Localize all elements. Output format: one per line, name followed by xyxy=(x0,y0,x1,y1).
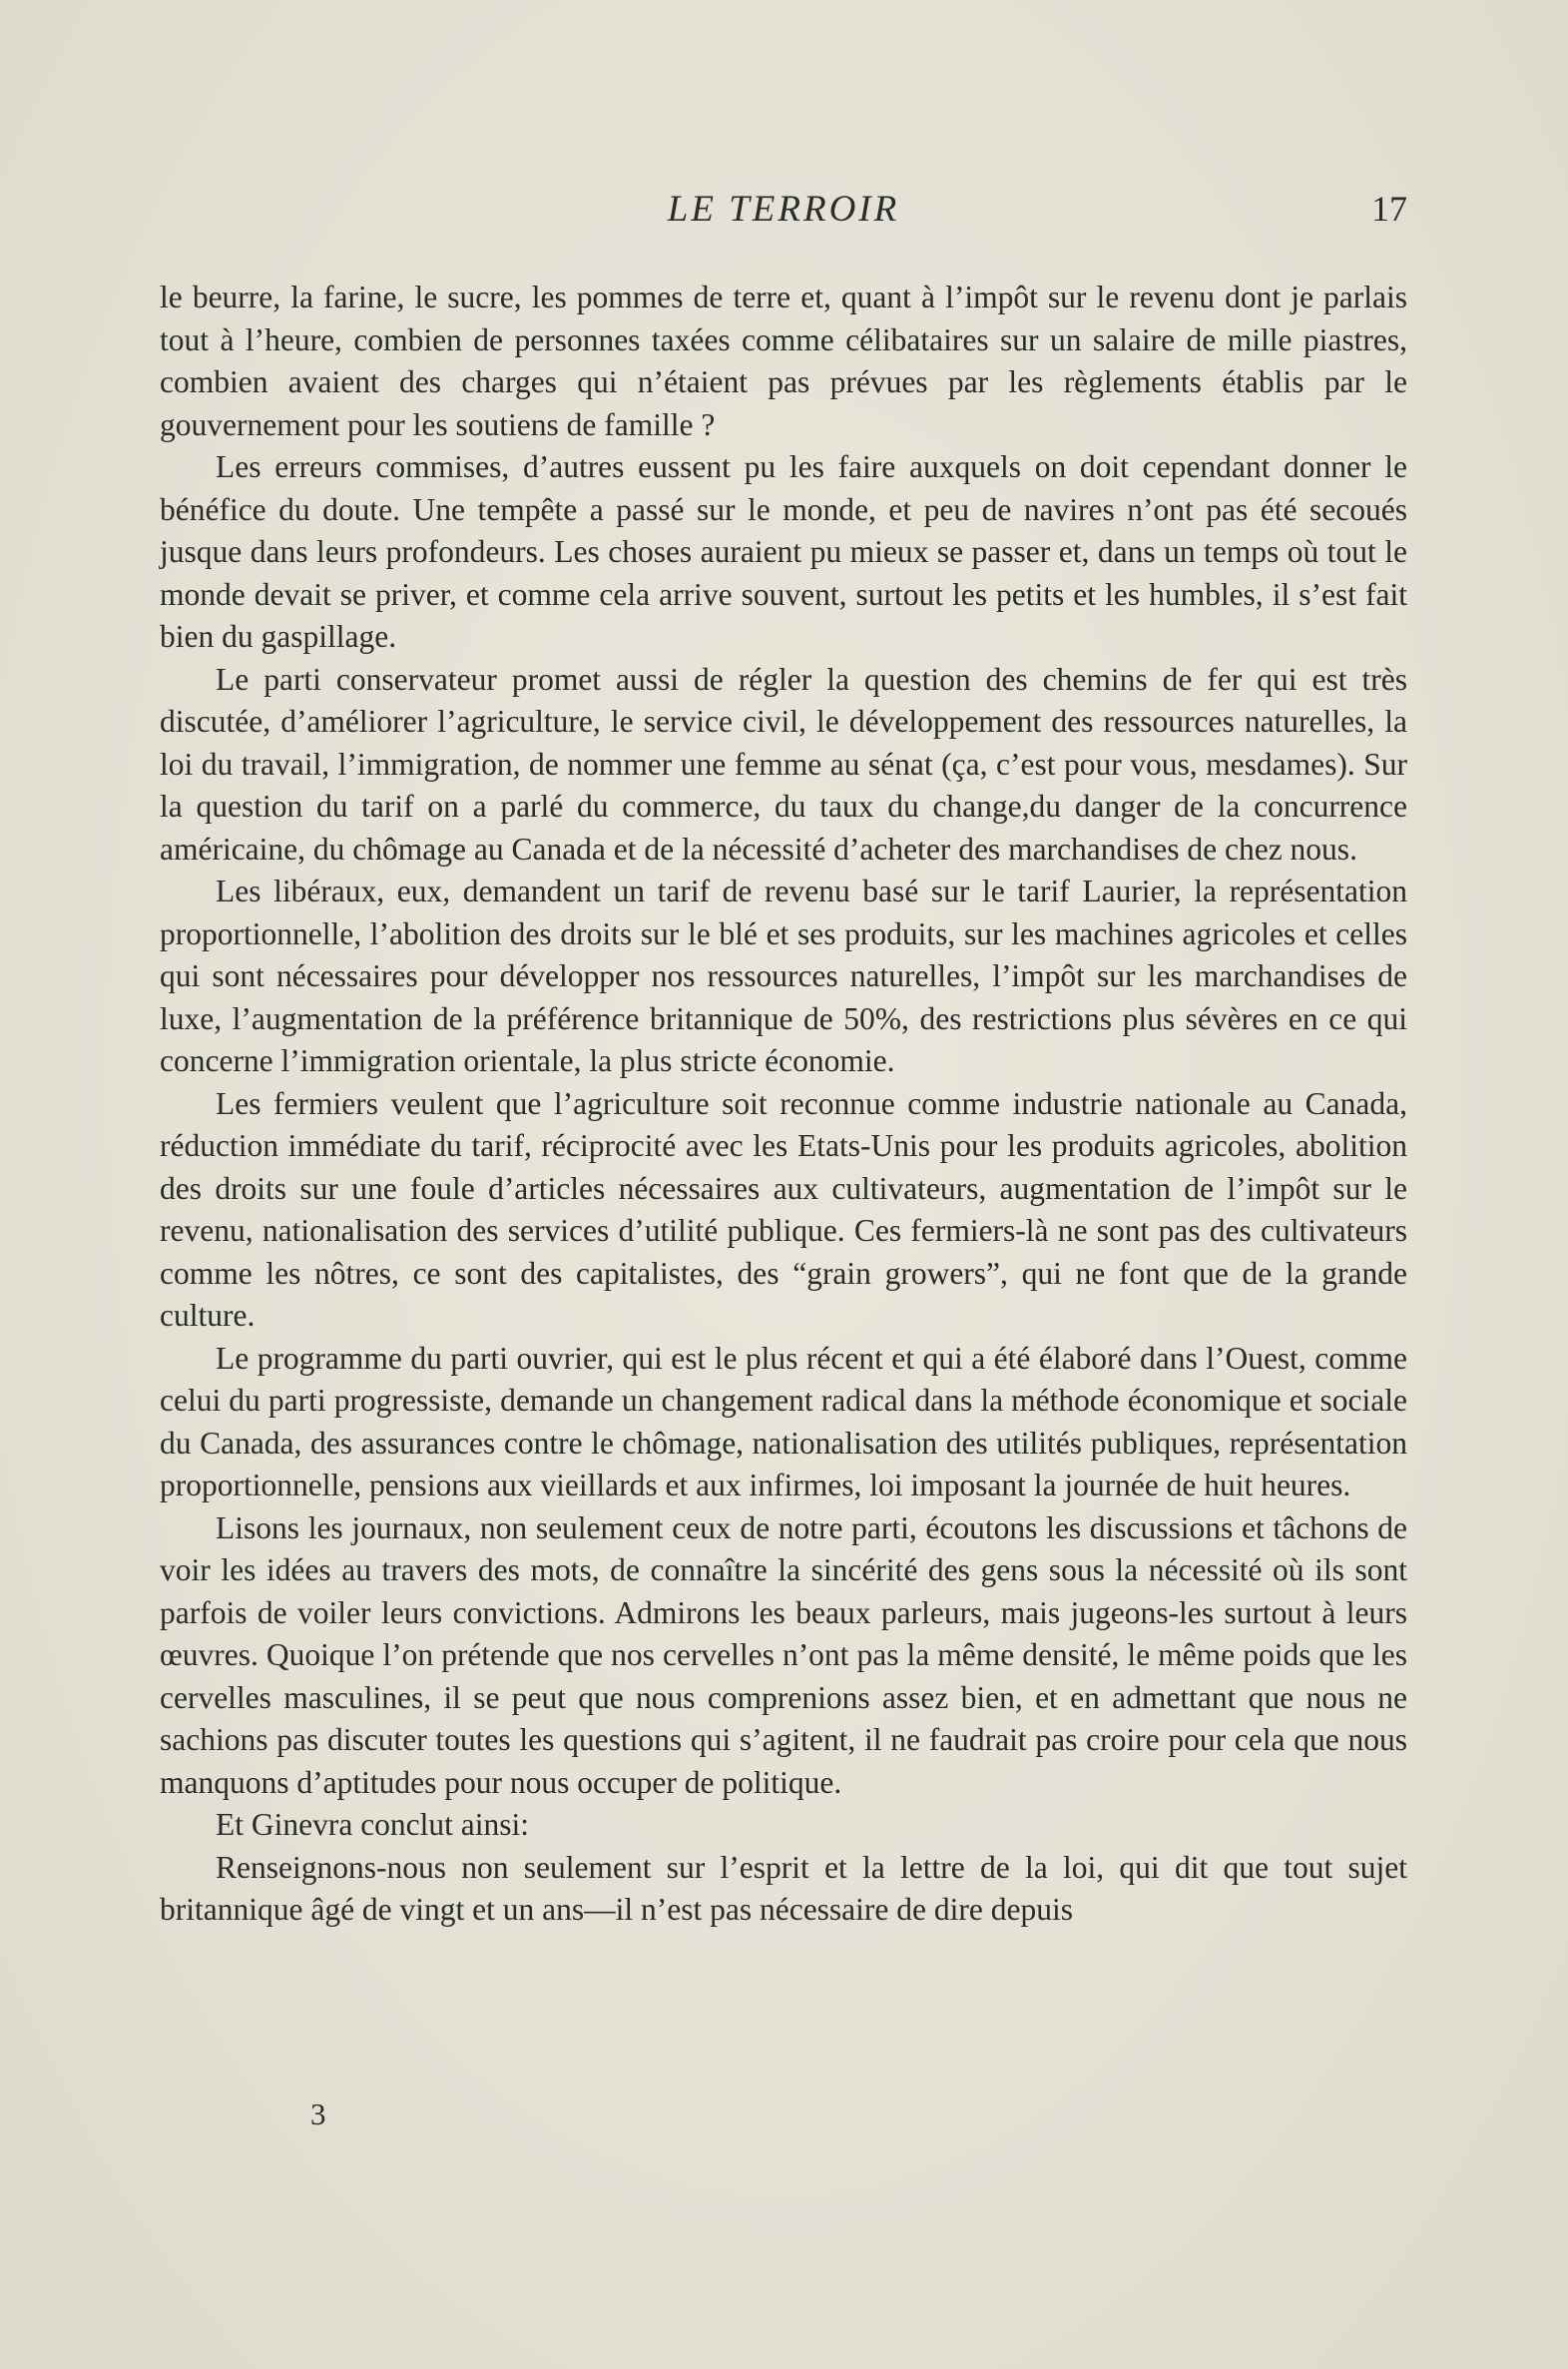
body-text xyxy=(160,277,1407,1932)
running-title: LE TERROIR xyxy=(667,189,900,230)
paragraph: Les fermiers veulent que l’agriculture soit reconnue comme industrie nationale au Canada, réduction immédiate du tarif, réciprocité avec les Etats-Unis pour les produits agricoles, abolition des droits sur une foule d’articles nécessaires aux cultivateurs, augmentation de l’impôt sur le revenu, nationalisation des services d’utilité publique. Ces fermiers-là ne sont pas des cultivateurs comme les nôtres, ce sont des capitalistes, des “grain growers”, qui ne font que de la grande culture. xyxy=(160,1085,1407,1333)
paragraph: Le programme du parti ouvrier, qui est le plus récent et qui a été élaboré dans l’Ouest, comme celui du parti progressiste, demande un changement radical dans la méthode économique et sociale du Canada, des assurances contre le chômage, nationalisation des utilités publiques, représentation proportionnelle, pensions aux vieillards et aux infirmes, loi imposant la journée de huit heures. xyxy=(160,1340,1407,1502)
paragraph: Les libéraux, eux, demandent un tarif de revenu basé sur le tarif Laurier, la représentation proportionnelle, l’abolition des droits sur le blé et ses produits, sur les machines agricoles et celles qui sont nécessaires pour développer nos ressources naturelles, l’impôt sur les marchandises de luxe, l’augmentation de la préférence britannique de 50%, des restrictions plus sévères en ce qui concerne l’immigration orientale, la plus stricte économie. xyxy=(160,874,1407,1078)
paragraph: Les erreurs commises, d’autres eussent pu les faire auxquels on doit cependant donner le bénéfice du doute. Une tempête a passé sur le monde, et peu de navires n’ont pas été secoués jusque dans leurs profondeurs. Les choses auraient pu mieux se passer et, dans un temps où tout le monde devait se priver, et comme cela arrive souvent, surtout les petits et les humbles, il s’est fait bien du gaspillage. xyxy=(160,449,1407,654)
paragraph: Renseignons-nous non seulement sur l’esprit et la lettre de la loi, qui dit que tout sujet britannique âgé de vingt et un ans—il n’est pas nécessaire de dire depuis xyxy=(160,1849,1407,1927)
paragraph: Le parti conservateur promet aussi de régler la question des chemins de fer qui est très discutée, d’améliorer l’agriculture, le service civil, le développement des ressources naturelles, la loi du travail, l’immigration, de nommer une femme au sénat (ça, c’est pour vous, mesdames). Sur la question du tarif on a parlé du commerce, du taux du change,du danger de la concurrence américaine, du chômage au Canada et de la nécessité d’acheter des marchandises de chez nous. xyxy=(160,661,1407,867)
page-number: 17 xyxy=(1371,189,1407,229)
paragraph: Et Ginevra conclut ainsi: xyxy=(216,1807,530,1842)
running-head xyxy=(160,188,1407,238)
signature-mark: 3 xyxy=(310,2096,326,2131)
paragraph: le beurre, la farine, le sucre, les pommes de terre et, quant à l’impôt sur le revenu dont je parlais tout à l’heure, combien de personnes taxées comme célibataires sur un salaire de mille piastres, combien avaient des charges qui n’étaient pas prévues par les règlements établis par le gouvernement pour les soutiens de famille ? xyxy=(160,280,1407,442)
paragraph: Lisons les journaux, non seulement ceux de notre parti, écoutons les discussions et tâchons de voir les idées au travers des mots, de connaître la sincérité des gens sous la nécessité où ils sont parfois de voiler leurs convictions. Admirons les beaux parleurs, mais jugeons-les surtout à leurs œuvres. Quoique l’on prétende que nos cervelles n’ont pas la même densité, le même poids que les cervelles masculines, il se peut que nous comprenions assez bien, et en admettant que nous ne sachions pas discuter toutes les questions qui s’agitent, il ne faudrait pas croire pour cela que nous manquons d’aptitudes pour nous occuper de politique. xyxy=(160,1509,1407,1800)
